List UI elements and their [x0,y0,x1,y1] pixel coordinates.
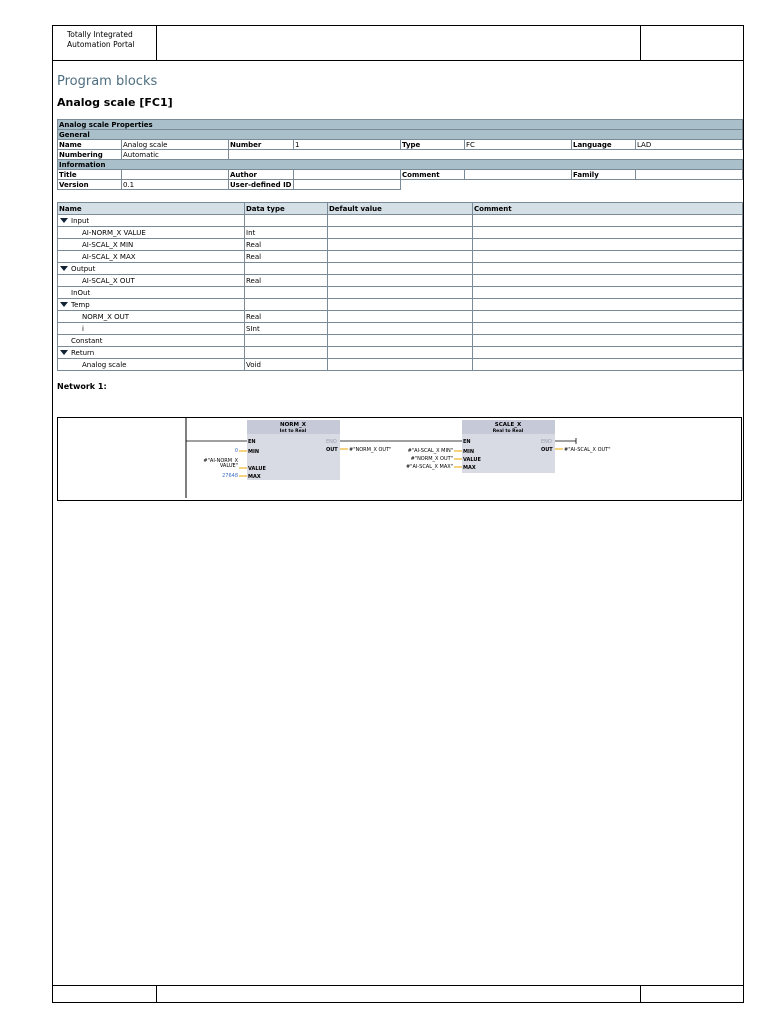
page-header [53,26,743,61]
title-value [122,170,229,180]
general-section-header: General [58,130,743,140]
interface-row-name-text: InOut [71,288,91,297]
interface-row-type: SInt [245,323,328,335]
interface-row-name [58,227,245,239]
interface-row[interactable] [58,251,743,263]
interface-row-name-text: AI-SCAL_X MAX [82,252,136,261]
interface-row-comment [473,287,743,299]
footer-middle [157,986,641,1002]
col-header-datatype: Data type [245,203,328,215]
interface-row-name [58,359,245,371]
interface-row[interactable] [58,239,743,251]
col-header-comment: Comment [473,203,743,215]
norm-x-max: MAX [248,474,261,480]
author-value [294,170,401,180]
interface-row-default [328,359,473,371]
page-title: Program blocks [57,74,158,89]
interface-row-comment [473,299,743,311]
expand-triangle-icon[interactable] [60,266,68,271]
version-filler [401,180,743,190]
header-line1: Totally Integrated [67,30,133,39]
interface-rows [58,215,743,371]
name-label: Name [58,140,122,150]
expand-triangle-icon[interactable] [60,218,68,223]
version-value: 0.1 [122,180,229,190]
interface-row-comment [473,239,743,251]
interface-row[interactable] [58,215,743,227]
interface-row-name [58,323,245,335]
interface-row[interactable] [58,335,743,347]
interface-row-default [328,323,473,335]
interface-row-name-text: Analog scale [82,360,127,369]
name-value: Analog scale [122,140,229,150]
interface-row-comment [473,275,743,287]
comment-value [465,170,572,180]
norm-x-conv: Int to Real [279,429,307,434]
interface-row-name [58,239,245,251]
interface-row-comment [473,347,743,359]
interface-row-type: Void [245,359,328,371]
expand-triangle-icon[interactable] [60,302,68,307]
col-header-name: Name [58,203,245,215]
interface-row-name-text: Output [71,264,96,273]
norm-x-value: VALUE [248,466,266,472]
ladder-diagram [58,418,743,502]
interface-row[interactable] [58,287,743,299]
properties-section-header: Analog scale Properties [58,120,743,130]
norm-x-value-input-2: VALUE" [219,463,238,469]
family-label: Family [572,170,636,180]
interface-row[interactable] [58,323,743,335]
page-footer [53,985,743,1002]
scale-x-out-target: #"AI-SCAL_X OUT" [564,447,611,453]
norm-x-value-input-1: #"AI-NORM_X [203,458,238,464]
interface-row-name [58,311,245,323]
scale-x-min-input: #"AI-SCAL_X MIN" [407,448,453,454]
numbering-label: Numbering [58,150,122,160]
comment-label: Comment [401,170,465,180]
expand-triangle-icon[interactable] [60,350,68,355]
interface-row-type [245,335,328,347]
header-line2: Automation Portal [67,40,135,49]
number-label: Number [229,140,294,150]
interface-row-name [58,347,245,359]
interface-row-name-text: Temp [71,300,90,309]
interface-row-default [328,347,473,359]
block-title: Analog scale [FC1] [57,96,173,109]
interface-row-default [328,287,473,299]
interface-row-comment [473,359,743,371]
number-value: 1 [294,140,401,150]
interface-row-name [58,215,245,227]
norm-x-min: MIN [248,449,260,455]
numbering-filler [229,150,743,160]
scale-x-min: MIN [463,449,475,455]
interface-row-name-text: NORM_X OUT [82,312,130,321]
interface-table [57,202,743,371]
interface-row-default [328,311,473,323]
interface-row-type: Real [245,251,328,263]
type-value: FC [465,140,572,150]
interface-row-type [245,347,328,359]
interface-row-default [328,239,473,251]
title-label: Title [58,170,122,180]
interface-row-type [245,263,328,275]
interface-row-default [328,251,473,263]
userid-label: User-defined ID [230,180,292,189]
interface-row-default [328,227,473,239]
family-value [636,170,743,180]
norm-x-min-input: 0 [234,448,238,454]
scale-x-en: EN [463,439,471,445]
type-label: Type [401,140,465,150]
interface-row-default [328,335,473,347]
scale-x-eno: ENO [541,439,552,445]
network-box [57,417,742,501]
interface-row-default [328,263,473,275]
interface-row-name-text: AI-NORM_X VALUE [82,228,146,237]
interface-row-type: Real [245,239,328,251]
interface-row-name-text: Constant [71,336,103,345]
interface-row-comment [473,323,743,335]
interface-row[interactable] [58,359,743,371]
scale-x-value: VALUE [463,457,481,463]
interface-row-name [58,299,245,311]
interface-row-comment [473,263,743,275]
norm-x-out-target: #"NORM_X OUT" [349,447,392,453]
interface-row-type: Real [245,311,328,323]
interface-row-name-text: Return [71,348,95,357]
header-middle [157,26,641,60]
interface-row-type: Int [245,227,328,239]
interface-row-comment [473,215,743,227]
interface-row-name [58,275,245,287]
header-brand [53,26,157,60]
interface-row-name [58,335,245,347]
userid-value [294,180,401,190]
scale-x-conv: Real to Real [492,429,524,434]
scale-x-max-input: #"AI-SCAL_X MAX" [405,464,453,470]
scale-x-name: SCALE_X [494,422,522,428]
norm-x-name: NORM_X [280,422,306,428]
interface-row-comment [473,227,743,239]
norm-x-eno: ENO [326,439,337,445]
interface-row[interactable] [58,347,743,359]
interface-row-default [328,215,473,227]
scale-x-out: OUT [541,447,553,453]
norm-x-out: OUT [326,447,338,453]
interface-row-default [328,275,473,287]
interface-row-name-text: i [82,324,84,333]
interface-row-name-text: AI-SCAL_X MIN [82,240,134,249]
interface-row-default [328,299,473,311]
interface-row-type [245,287,328,299]
scale-x-value-input: #"NORM_X OUT" [410,456,453,462]
interface-row[interactable] [58,299,743,311]
interface-row-name-text: Input [71,216,90,225]
information-section-header: Information [58,160,743,170]
interface-row-comment [473,251,743,263]
interface-row[interactable] [58,311,743,323]
author-label: Author [229,170,294,180]
header-right [641,26,743,60]
version-label: Version [58,180,122,190]
interface-row-comment [473,335,743,347]
footer-left [53,986,157,1002]
interface-row[interactable] [58,275,743,287]
interface-row-name [58,263,245,275]
language-value: LAD [636,140,743,150]
interface-row-name [58,287,245,299]
col-header-default: Default value [328,203,473,215]
norm-x-en: EN [248,439,256,445]
numbering-value: Automatic [122,150,229,160]
interface-row[interactable] [58,263,743,275]
interface-row-comment [473,311,743,323]
interface-row-type [245,299,328,311]
interface-row-name [58,251,245,263]
language-label: Language [572,140,636,150]
properties-table [57,119,743,190]
norm-x-max-input: 27648 [222,473,238,479]
interface-row-name-text: AI-SCAL_X OUT [82,276,135,285]
interface-row-type: Real [245,275,328,287]
interface-row-type [245,215,328,227]
scale-x-max: MAX [463,465,476,471]
network-title: Network 1: [57,382,107,391]
interface-row[interactable] [58,227,743,239]
